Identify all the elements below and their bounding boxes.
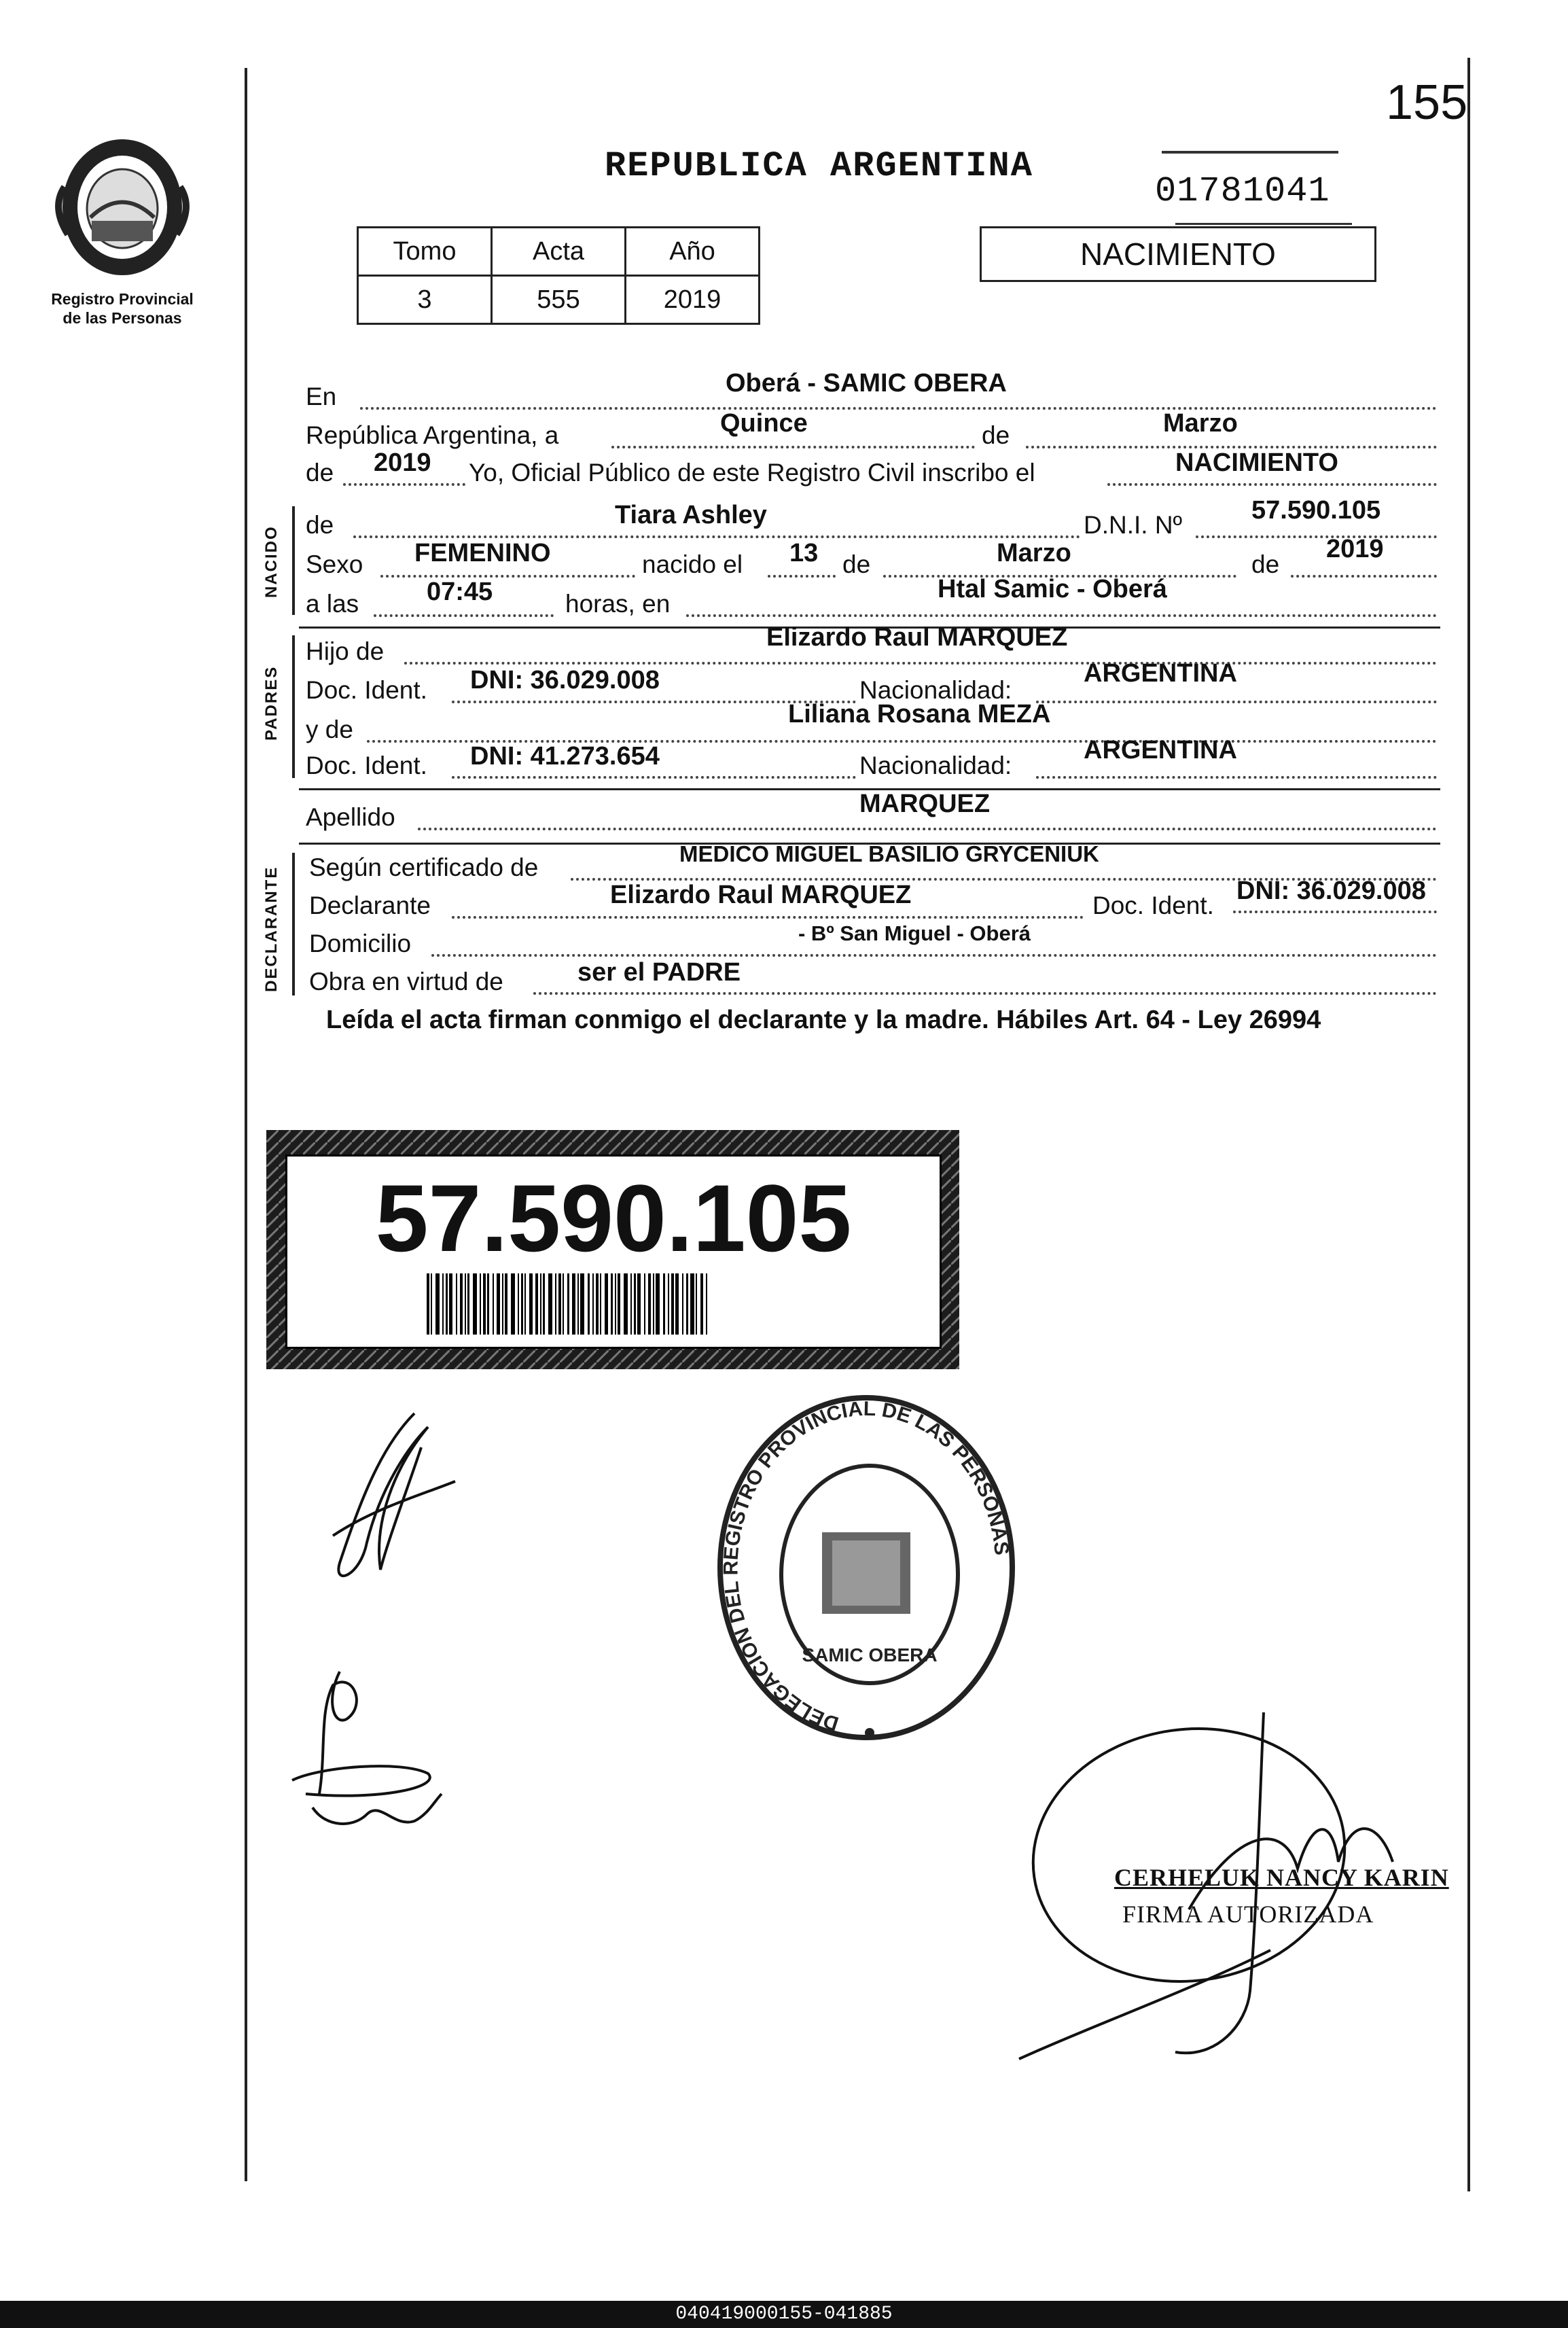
value-sexo: FEMENINO bbox=[414, 539, 551, 567]
value-declarante: Elizardo Raul MARQUEZ bbox=[610, 881, 912, 909]
anio-value: 2019 bbox=[626, 276, 760, 324]
declarant-signature bbox=[319, 1407, 469, 1597]
firma-name: CERHELUK NANCY KARIN bbox=[1114, 1864, 1449, 1891]
value-anio-nac: 2019 bbox=[1326, 535, 1384, 563]
barcode-bar bbox=[690, 1273, 694, 1335]
value-mes: Marzo bbox=[1163, 409, 1238, 438]
page-number: 155 bbox=[1386, 75, 1468, 130]
label-de-anio-nac: de bbox=[1251, 550, 1280, 578]
barcode bbox=[427, 1273, 800, 1335]
barcode-bar bbox=[637, 1273, 641, 1335]
value-apellido: MARQUEZ bbox=[859, 790, 991, 818]
barcode-bar bbox=[497, 1273, 500, 1335]
barcode-bar bbox=[535, 1273, 538, 1335]
dots-doc-madre bbox=[452, 775, 856, 779]
label-dni: D.N.I. Nº bbox=[1084, 511, 1183, 539]
barcode-bar bbox=[618, 1273, 620, 1335]
value-lugar-nac: Htal Samic - Oberá bbox=[938, 575, 1167, 603]
value-hora: 07:45 bbox=[427, 578, 493, 606]
label-apellido: Apellido bbox=[306, 803, 395, 831]
barcode-bar bbox=[668, 1273, 669, 1335]
page-title: REPUBLICA ARGENTINA bbox=[605, 146, 1033, 186]
barcode-bar bbox=[596, 1273, 599, 1335]
label-de-mes-nac: de bbox=[842, 550, 871, 578]
barcode-bar bbox=[656, 1273, 660, 1335]
value-madre-doc: DNI: 41.273.654 bbox=[470, 742, 660, 771]
logo-caption-line1: Registro Provincial bbox=[51, 290, 194, 308]
barcode-bar bbox=[460, 1273, 463, 1335]
barcode-bar bbox=[480, 1273, 481, 1335]
barcode-bar bbox=[644, 1273, 645, 1335]
barcode-bar bbox=[605, 1273, 608, 1335]
barcode-bar bbox=[671, 1273, 674, 1335]
barcode-bar bbox=[446, 1273, 448, 1335]
value-dia-nac: 13 bbox=[789, 539, 819, 567]
barcode-bar bbox=[483, 1273, 486, 1335]
dots-hora bbox=[374, 613, 554, 617]
barcode-bar bbox=[473, 1273, 477, 1335]
barcode-bar bbox=[435, 1273, 440, 1335]
firma-label: FIRMA AUTORIZADA bbox=[1122, 1901, 1374, 1928]
label-doc-padre: Doc. Ident. bbox=[306, 676, 427, 704]
dni-number-card bbox=[266, 1130, 959, 1369]
label-nacido-el: nacido el bbox=[642, 550, 743, 578]
barcode-bar bbox=[648, 1273, 651, 1335]
label-de-anio: de bbox=[306, 459, 334, 487]
value-padre: Elizardo Raul MARQUEZ bbox=[766, 623, 1068, 652]
label-sexo: Sexo bbox=[306, 550, 363, 578]
barcode-bar bbox=[630, 1273, 632, 1335]
barcode-bar bbox=[696, 1273, 697, 1335]
dots-doc-declarante bbox=[1233, 909, 1437, 913]
barcode-bar bbox=[427, 1273, 429, 1335]
barcode-bar bbox=[555, 1273, 556, 1335]
value-dia-letras: Quince bbox=[720, 409, 808, 438]
acta-value: 555 bbox=[492, 276, 626, 324]
label-oficial: Yo, Oficial Público de este Registro Civil inscribo el bbox=[469, 459, 1035, 487]
side-label-padres: PADRES bbox=[262, 665, 281, 741]
barcode-bar bbox=[653, 1273, 654, 1335]
barcode-bar bbox=[502, 1273, 503, 1335]
label-declarante: Declarante bbox=[309, 892, 431, 919]
barcode-bar bbox=[580, 1273, 584, 1335]
value-padre-doc: DNI: 36.029.008 bbox=[470, 666, 660, 694]
barcode-bar bbox=[675, 1273, 679, 1335]
registry-table-header-row bbox=[358, 228, 760, 276]
dots-dia bbox=[611, 444, 975, 448]
barcode-bar bbox=[524, 1273, 526, 1335]
acta-header: Acta bbox=[492, 228, 626, 276]
label-nacionalidad-padre: Nacionalidad: bbox=[859, 676, 1012, 704]
official-stamp bbox=[707, 1390, 1026, 1750]
tomo-header: Tomo bbox=[358, 228, 492, 276]
serial-bottom-line bbox=[1175, 223, 1352, 225]
barcode-bar bbox=[600, 1273, 601, 1335]
value-domicilio: - Bº San Miguel - Oberá bbox=[798, 921, 1031, 945]
label-en: En bbox=[306, 383, 337, 410]
authorized-signature bbox=[1012, 1706, 1447, 2086]
dots-anio-nac bbox=[1291, 574, 1437, 578]
nacido-bracket bbox=[292, 506, 295, 615]
label-de-nombre: de bbox=[306, 511, 334, 539]
dots-en bbox=[360, 406, 1437, 410]
barcode-bar bbox=[558, 1273, 561, 1335]
barcode-bar bbox=[563, 1273, 564, 1335]
dots-inscripcion bbox=[1107, 482, 1437, 486]
barcode-bar bbox=[465, 1273, 466, 1335]
value-nombre: Tiara Ashley bbox=[615, 501, 767, 529]
stamp-inner-text: SAMIC OBERA bbox=[802, 1644, 938, 1665]
province-seal-icon bbox=[37, 133, 207, 282]
dni-card-inner bbox=[285, 1154, 942, 1349]
dots-obra-virtud bbox=[533, 991, 1437, 995]
dots-nombre bbox=[353, 534, 1080, 538]
act-type-box: NACIMIENTO bbox=[980, 226, 1376, 282]
label-horas-en: horas, en bbox=[565, 590, 671, 618]
dots-dni bbox=[1196, 534, 1437, 538]
side-label-nacido: NACIDO bbox=[262, 525, 281, 598]
barcode-bar bbox=[592, 1273, 594, 1335]
left-margin-line bbox=[245, 68, 247, 2181]
label-de-mes: de bbox=[982, 421, 1010, 449]
barcode-bar bbox=[467, 1273, 469, 1335]
barcode-bar bbox=[548, 1273, 552, 1335]
value-madre-nac: ARGENTINA bbox=[1084, 736, 1237, 764]
barcode-bar bbox=[611, 1273, 613, 1335]
dots-nac-padre bbox=[1036, 699, 1437, 703]
label-segun-certificado: Según certificado de bbox=[309, 853, 539, 881]
barcode-bar bbox=[682, 1273, 683, 1335]
value-obra-virtud: ser el PADRE bbox=[577, 958, 741, 987]
logo-caption bbox=[37, 289, 207, 328]
value-padre-nac: ARGENTINA bbox=[1084, 659, 1237, 688]
closing-statement: Leída el acta firman conmigo el declarante y la madre. Hábiles Art. 64 - Ley 26994 bbox=[326, 1006, 1321, 1034]
value-mes-nac: Marzo bbox=[997, 539, 1071, 567]
value-lugar: Oberá - SAMIC OBERA bbox=[726, 369, 1007, 398]
barcode-bar bbox=[634, 1273, 636, 1335]
label-a-las: a las bbox=[306, 590, 359, 618]
dots-apellido bbox=[418, 826, 1437, 830]
dots-sexo bbox=[380, 574, 635, 578]
stamp-graphic bbox=[707, 1390, 1026, 1750]
dni-card-number: 57.590.105 bbox=[375, 1165, 852, 1271]
dots-dia-nac bbox=[768, 574, 836, 578]
anio-header: Año bbox=[626, 228, 760, 276]
dots-declarante bbox=[452, 915, 1084, 919]
barcode-bar bbox=[456, 1273, 457, 1335]
value-madre: Liliana Rosana MEZA bbox=[788, 700, 1051, 728]
label-y-de: y de bbox=[306, 716, 353, 743]
right-margin-line bbox=[1467, 58, 1470, 2191]
value-tipo-inscripcion: NACIMIENTO bbox=[1175, 448, 1338, 477]
barcode-bar bbox=[700, 1273, 703, 1335]
barcode-bar bbox=[511, 1273, 515, 1335]
value-anio: 2019 bbox=[374, 448, 431, 477]
barcode-bar bbox=[663, 1273, 665, 1335]
label-nacionalidad-madre: Nacionalidad: bbox=[859, 752, 1012, 779]
value-dni: 57.590.105 bbox=[1251, 496, 1381, 525]
logo-caption-line2: de las Personas bbox=[63, 309, 182, 327]
barcode-bar bbox=[624, 1273, 628, 1335]
registry-logo bbox=[37, 133, 207, 328]
mother-signature bbox=[279, 1658, 455, 1841]
dots-nac-madre bbox=[1036, 775, 1437, 779]
barcode-bar bbox=[543, 1273, 545, 1335]
barcode-bar bbox=[521, 1273, 523, 1335]
label-doc-declarante: Doc. Ident. bbox=[1092, 892, 1214, 919]
barcode-bar bbox=[588, 1273, 590, 1335]
label-republica: República Argentina, a bbox=[306, 421, 559, 449]
barcode-bar bbox=[572, 1273, 575, 1335]
registry-table-value-row bbox=[358, 276, 760, 324]
side-label-declarante: DECLARANTE bbox=[262, 866, 281, 992]
barcode-bar bbox=[487, 1273, 489, 1335]
barcode-bar bbox=[567, 1273, 569, 1335]
registry-table bbox=[357, 226, 760, 325]
declarante-bracket bbox=[292, 853, 295, 995]
barcode-bar bbox=[505, 1273, 507, 1335]
dots-domicilio bbox=[431, 953, 1437, 957]
value-declarante-doc: DNI: 36.029.008 bbox=[1236, 877, 1426, 905]
serial-top-line bbox=[1162, 151, 1338, 154]
barcode-bar bbox=[518, 1273, 519, 1335]
footer-code: 040419000155-041885 bbox=[0, 2301, 1568, 2328]
label-domicilio: Domicilio bbox=[309, 930, 412, 957]
barcode-bar bbox=[540, 1273, 541, 1335]
tomo-value: 3 bbox=[358, 276, 492, 324]
barcode-bar bbox=[442, 1273, 444, 1335]
stamp-ring-textpath: DELEGACIÓN DEL REGISTRO PROVINCIAL DE LAS PERSONAS bbox=[719, 1397, 1013, 1735]
label-hijo-de: Hijo de bbox=[306, 637, 385, 665]
barcode-bar bbox=[449, 1273, 452, 1335]
barcode-bar bbox=[686, 1273, 688, 1335]
barcode-bar bbox=[577, 1273, 579, 1335]
dots-padre bbox=[404, 660, 1437, 665]
value-certificado: MEDICO MIGUEL BASILIO GRYCENIUK bbox=[679, 841, 1099, 866]
label-obra-en-virtud: Obra en virtud de bbox=[309, 968, 503, 995]
padres-bracket bbox=[292, 635, 295, 778]
serial-number: 01781041 bbox=[1155, 171, 1330, 211]
barcode-bar bbox=[493, 1273, 494, 1335]
dots-anio bbox=[343, 482, 465, 486]
barcode-bar bbox=[706, 1273, 707, 1335]
barcode-bar bbox=[615, 1273, 616, 1335]
barcode-bar bbox=[431, 1273, 432, 1335]
label-doc-madre: Doc. Ident. bbox=[306, 752, 427, 779]
dots-lugar-nac bbox=[686, 613, 1437, 617]
barcode-bar bbox=[529, 1273, 533, 1335]
